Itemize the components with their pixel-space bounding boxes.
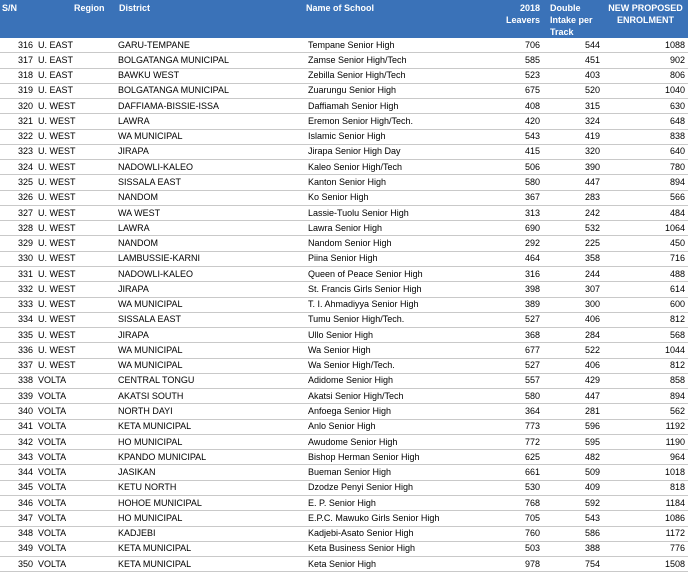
cell-district: LAMBUSSIE-KARNI (114, 251, 306, 266)
header-intake-line-3: Track (550, 27, 574, 37)
cell-leavers: 773 (492, 419, 544, 434)
cell-new-enrolment: 1088 (604, 38, 688, 53)
cell-sn: 327 (0, 205, 36, 220)
cell-sn: 316 (0, 38, 36, 53)
cell-sn: 328 (0, 221, 36, 236)
cell-region: VOLTA (36, 419, 114, 434)
cell-intake: 409 (544, 480, 604, 495)
cell-intake: 544 (544, 38, 604, 53)
cell-intake: 324 (544, 114, 604, 129)
cell-sn: 331 (0, 266, 36, 281)
cell-sn: 326 (0, 190, 36, 205)
cell-district: DAFFIAMA-BISSIE-ISSA (114, 99, 306, 114)
cell-district: WA WEST (114, 205, 306, 220)
cell-region: U. EAST (36, 83, 114, 98)
cell-intake: 509 (544, 465, 604, 480)
cell-intake: 307 (544, 282, 604, 297)
table-row (0, 434, 688, 449)
cell-sn: 348 (0, 526, 36, 541)
table-row (0, 175, 688, 190)
cell-leavers: 398 (492, 282, 544, 297)
cell-sn: 338 (0, 373, 36, 388)
header-new-enrolment-line-2: ENROLMENT (617, 15, 674, 25)
cell-district: SISSALA EAST (114, 312, 306, 327)
cell-intake: 447 (544, 175, 604, 190)
header-new-enrolment-line-1: NEW PROPOSED (608, 3, 683, 13)
table-row (0, 343, 688, 358)
table-row (0, 190, 688, 205)
cell-leavers: 690 (492, 221, 544, 236)
cell-district: JIRAPA (114, 144, 306, 159)
table-row (0, 419, 688, 434)
cell-intake: 390 (544, 160, 604, 175)
cell-intake: 522 (544, 343, 604, 358)
cell-sn: 340 (0, 404, 36, 419)
table-row (0, 251, 688, 266)
cell-new-enrolment: 600 (604, 297, 688, 312)
cell-intake: 419 (544, 129, 604, 144)
cell-new-enrolment: 838 (604, 129, 688, 144)
cell-region: U. WEST (36, 160, 114, 175)
cell-sn: 329 (0, 236, 36, 251)
table-row (0, 160, 688, 175)
cell-school: Zamse Senior High/Tech (306, 53, 492, 68)
cell-intake: 320 (544, 144, 604, 159)
cell-leavers: 420 (492, 114, 544, 129)
cell-district: NANDOM (114, 190, 306, 205)
table-row (0, 99, 688, 114)
header-school: Name of School (306, 0, 492, 38)
table-row (0, 83, 688, 98)
table-header (0, 0, 688, 38)
cell-new-enrolment: 818 (604, 480, 688, 495)
cell-school: Islamic Senior High (306, 129, 492, 144)
cell-district: WA MUNICIPAL (114, 129, 306, 144)
cell-district: KETU NORTH (114, 480, 306, 495)
cell-new-enrolment: 806 (604, 68, 688, 83)
cell-school: St. Francis Girls Senior High (306, 282, 492, 297)
cell-region: U. WEST (36, 205, 114, 220)
cell-leavers: 368 (492, 328, 544, 343)
cell-intake: 403 (544, 68, 604, 83)
cell-leavers: 625 (492, 450, 544, 465)
cell-new-enrolment: 566 (604, 190, 688, 205)
cell-new-enrolment: 640 (604, 144, 688, 159)
cell-intake: 596 (544, 419, 604, 434)
cell-district: CENTRAL TONGU (114, 373, 306, 388)
header-leavers-line-2: Leavers (505, 15, 540, 25)
cell-sn: 335 (0, 328, 36, 343)
cell-leavers: 523 (492, 68, 544, 83)
table-row (0, 282, 688, 297)
header-district: District (114, 0, 306, 38)
table-row (0, 480, 688, 495)
cell-school: E.P.C. Mawuko Girls Senior High (306, 511, 492, 526)
cell-school: T. I. Ahmadiyya Senior High (306, 297, 492, 312)
cell-district: BAWKU WEST (114, 68, 306, 83)
cell-leavers: 527 (492, 312, 544, 327)
cell-school: Wa Senior High (306, 343, 492, 358)
cell-sn: 333 (0, 297, 36, 312)
cell-leavers: 503 (492, 541, 544, 556)
cell-new-enrolment: 1086 (604, 511, 688, 526)
cell-intake: 244 (544, 266, 604, 281)
cell-region: U. WEST (36, 221, 114, 236)
cell-sn: 342 (0, 434, 36, 449)
cell-school: Queen of Peace Senior High (306, 266, 492, 281)
cell-sn: 323 (0, 144, 36, 159)
cell-leavers: 978 (492, 557, 544, 572)
cell-leavers: 527 (492, 358, 544, 373)
table-row (0, 404, 688, 419)
cell-new-enrolment: 1184 (604, 495, 688, 510)
header-row (0, 0, 688, 38)
cell-intake: 281 (544, 404, 604, 419)
cell-school: Adidome Senior High (306, 373, 492, 388)
cell-region: VOLTA (36, 541, 114, 556)
cell-region: U. EAST (36, 53, 114, 68)
header-sn: S/N (0, 0, 36, 38)
cell-intake: 482 (544, 450, 604, 465)
cell-intake: 358 (544, 251, 604, 266)
cell-region: U. WEST (36, 236, 114, 251)
cell-intake: 406 (544, 358, 604, 373)
cell-leavers: 677 (492, 343, 544, 358)
table-row (0, 129, 688, 144)
cell-district: BOLGATANGA MUNICIPAL (114, 83, 306, 98)
cell-new-enrolment: 630 (604, 99, 688, 114)
cell-school: E. P. Senior High (306, 495, 492, 510)
cell-new-enrolment: 1064 (604, 221, 688, 236)
cell-district: HO MUNICIPAL (114, 511, 306, 526)
cell-district: GARU-TEMPANE (114, 38, 306, 53)
cell-leavers: 661 (492, 465, 544, 480)
cell-region: U. EAST (36, 68, 114, 83)
table-row (0, 389, 688, 404)
cell-school: Lassie-Tuolu Senior High (306, 205, 492, 220)
cell-new-enrolment: 1044 (604, 343, 688, 358)
cell-region: VOLTA (36, 404, 114, 419)
table-row (0, 114, 688, 129)
cell-intake: 242 (544, 205, 604, 220)
table-body (0, 38, 688, 572)
cell-region: VOLTA (36, 511, 114, 526)
cell-district: JIRAPA (114, 282, 306, 297)
cell-intake: 754 (544, 557, 604, 572)
cell-new-enrolment: 1172 (604, 526, 688, 541)
header-leavers-line-1: 2018 (519, 3, 540, 13)
cell-school: Wa Senior High/Tech. (306, 358, 492, 373)
cell-sn: 343 (0, 450, 36, 465)
cell-leavers: 389 (492, 297, 544, 312)
cell-intake: 315 (544, 99, 604, 114)
cell-new-enrolment: 1192 (604, 419, 688, 434)
cell-intake: 586 (544, 526, 604, 541)
cell-region: U. WEST (36, 328, 114, 343)
cell-sn: 347 (0, 511, 36, 526)
table-row (0, 495, 688, 510)
cell-school: Akatsi Senior High/Tech (306, 389, 492, 404)
cell-school: Zuarungu Senior High (306, 83, 492, 98)
cell-intake: 595 (544, 434, 604, 449)
cell-region: U. WEST (36, 312, 114, 327)
cell-district: NADOWLI-KALEO (114, 266, 306, 281)
cell-intake: 284 (544, 328, 604, 343)
cell-leavers: 408 (492, 99, 544, 114)
cell-region: VOLTA (36, 450, 114, 465)
cell-region: VOLTA (36, 495, 114, 510)
cell-region: VOLTA (36, 465, 114, 480)
cell-leavers: 316 (492, 266, 544, 281)
cell-new-enrolment: 858 (604, 373, 688, 388)
cell-region: U. WEST (36, 175, 114, 190)
cell-new-enrolment: 716 (604, 251, 688, 266)
cell-sn: 319 (0, 83, 36, 98)
cell-sn: 336 (0, 343, 36, 358)
cell-region: VOLTA (36, 480, 114, 495)
cell-district: HO MUNICIPAL (114, 434, 306, 449)
cell-region: VOLTA (36, 389, 114, 404)
cell-school: Ko Senior High (306, 190, 492, 205)
cell-school: Eremon Senior High/Tech. (306, 114, 492, 129)
cell-intake: 447 (544, 389, 604, 404)
cell-district: WA MUNICIPAL (114, 343, 306, 358)
cell-leavers: 705 (492, 511, 544, 526)
cell-region: U. WEST (36, 343, 114, 358)
cell-school: Nandom Senior High (306, 236, 492, 251)
cell-new-enrolment: 450 (604, 236, 688, 251)
cell-leavers: 530 (492, 480, 544, 495)
cell-district: HOHOE MUNICIPAL (114, 495, 306, 510)
cell-district: KPANDO MUNICIPAL (114, 450, 306, 465)
cell-district: KETA MUNICIPAL (114, 541, 306, 556)
cell-region: VOLTA (36, 434, 114, 449)
cell-district: WA MUNICIPAL (114, 297, 306, 312)
cell-sn: 330 (0, 251, 36, 266)
table-row (0, 236, 688, 251)
header-intake-line-1: Double (550, 3, 581, 13)
cell-new-enrolment: 1018 (604, 465, 688, 480)
cell-leavers: 415 (492, 144, 544, 159)
cell-new-enrolment: 780 (604, 160, 688, 175)
cell-sn: 320 (0, 99, 36, 114)
cell-district: SISSALA EAST (114, 175, 306, 190)
cell-school: Ullo Senior High (306, 328, 492, 343)
cell-school: Daffiamah Senior High (306, 99, 492, 114)
cell-leavers: 768 (492, 495, 544, 510)
cell-district: JASIKAN (114, 465, 306, 480)
cell-school: Keta Business Senior High (306, 541, 492, 556)
cell-district: JIRAPA (114, 328, 306, 343)
cell-new-enrolment: 812 (604, 312, 688, 327)
cell-new-enrolment: 1190 (604, 434, 688, 449)
table-row (0, 53, 688, 68)
table-row (0, 465, 688, 480)
cell-sn: 325 (0, 175, 36, 190)
cell-district: WA MUNICIPAL (114, 358, 306, 373)
cell-new-enrolment: 568 (604, 328, 688, 343)
cell-new-enrolment: 776 (604, 541, 688, 556)
cell-sn: 332 (0, 282, 36, 297)
cell-district: KETA MUNICIPAL (114, 557, 306, 572)
cell-district: NORTH DAYI (114, 404, 306, 419)
table-row (0, 557, 688, 572)
table-row (0, 373, 688, 388)
cell-district: KETA MUNICIPAL (114, 419, 306, 434)
cell-sn: 321 (0, 114, 36, 129)
cell-district: BOLGATANGA MUNICIPAL (114, 53, 306, 68)
cell-district: KADJEBI (114, 526, 306, 541)
cell-sn: 334 (0, 312, 36, 327)
cell-region: U. WEST (36, 129, 114, 144)
cell-new-enrolment: 1040 (604, 83, 688, 98)
table-row (0, 297, 688, 312)
header-region: Region (36, 0, 114, 38)
cell-region: U. WEST (36, 251, 114, 266)
cell-leavers: 364 (492, 404, 544, 419)
table-row (0, 526, 688, 541)
cell-district: NADOWLI-KALEO (114, 160, 306, 175)
cell-region: VOLTA (36, 373, 114, 388)
cell-region: U. WEST (36, 144, 114, 159)
cell-region: U. WEST (36, 190, 114, 205)
cell-intake: 300 (544, 297, 604, 312)
table-row (0, 68, 688, 83)
cell-school: Anlo Senior High (306, 419, 492, 434)
cell-sn: 346 (0, 495, 36, 510)
header-intake-line-2: Intake per (550, 15, 593, 25)
cell-new-enrolment: 648 (604, 114, 688, 129)
cell-leavers: 464 (492, 251, 544, 266)
table-row (0, 221, 688, 236)
cell-leavers: 367 (492, 190, 544, 205)
cell-intake: 543 (544, 511, 604, 526)
cell-intake: 520 (544, 83, 604, 98)
cell-new-enrolment: 964 (604, 450, 688, 465)
table-row (0, 144, 688, 159)
cell-intake: 388 (544, 541, 604, 556)
cell-intake: 225 (544, 236, 604, 251)
cell-region: U. WEST (36, 297, 114, 312)
cell-leavers: 706 (492, 38, 544, 53)
cell-district: LAWRA (114, 114, 306, 129)
cell-leavers: 760 (492, 526, 544, 541)
table-row (0, 312, 688, 327)
cell-region: U. WEST (36, 358, 114, 373)
cell-region: U. WEST (36, 99, 114, 114)
cell-sn: 324 (0, 160, 36, 175)
cell-school: Anfoega Senior High (306, 404, 492, 419)
cell-sn: 345 (0, 480, 36, 495)
cell-leavers: 675 (492, 83, 544, 98)
cell-new-enrolment: 894 (604, 175, 688, 190)
cell-sn: 339 (0, 389, 36, 404)
cell-region: U. WEST (36, 266, 114, 281)
cell-sn: 341 (0, 419, 36, 434)
cell-sn: 322 (0, 129, 36, 144)
table-row (0, 205, 688, 220)
cell-new-enrolment: 562 (604, 404, 688, 419)
cell-intake: 592 (544, 495, 604, 510)
cell-sn: 337 (0, 358, 36, 373)
table-row (0, 358, 688, 373)
cell-sn: 349 (0, 541, 36, 556)
cell-new-enrolment: 812 (604, 358, 688, 373)
header-leavers (492, 0, 544, 38)
cell-intake: 406 (544, 312, 604, 327)
cell-sn: 318 (0, 68, 36, 83)
header-new-enrolment (604, 0, 688, 38)
cell-new-enrolment: 1508 (604, 557, 688, 572)
cell-new-enrolment: 488 (604, 266, 688, 281)
cell-leavers: 580 (492, 175, 544, 190)
cell-sn: 317 (0, 53, 36, 68)
cell-sn: 344 (0, 465, 36, 480)
cell-district: AKATSI SOUTH (114, 389, 306, 404)
cell-region: VOLTA (36, 526, 114, 541)
table-row (0, 328, 688, 343)
cell-school: Kadjebi-Asato Senior High (306, 526, 492, 541)
cell-school: Zebilla Senior High/Tech (306, 68, 492, 83)
cell-school: Bueman Senior High (306, 465, 492, 480)
cell-intake: 429 (544, 373, 604, 388)
cell-sn: 350 (0, 557, 36, 572)
cell-intake: 283 (544, 190, 604, 205)
cell-new-enrolment: 902 (604, 53, 688, 68)
cell-school: Piina Senior High (306, 251, 492, 266)
cell-new-enrolment: 484 (604, 205, 688, 220)
cell-school: Jirapa Senior High Day (306, 144, 492, 159)
cell-intake: 532 (544, 221, 604, 236)
cell-school: Kaleo Senior High/Tech (306, 160, 492, 175)
cell-leavers: 313 (492, 205, 544, 220)
cell-region: U. WEST (36, 282, 114, 297)
table-row (0, 38, 688, 53)
cell-district: NANDOM (114, 236, 306, 251)
cell-leavers: 543 (492, 129, 544, 144)
cell-school: Lawra Senior High (306, 221, 492, 236)
cell-leavers: 580 (492, 389, 544, 404)
cell-district: LAWRA (114, 221, 306, 236)
cell-new-enrolment: 894 (604, 389, 688, 404)
table-row (0, 266, 688, 281)
cell-school: Tumu Senior High/Tech. (306, 312, 492, 327)
cell-leavers: 772 (492, 434, 544, 449)
cell-region: VOLTA (36, 557, 114, 572)
cell-region: U. WEST (36, 114, 114, 129)
cell-school: Keta Senior High (306, 557, 492, 572)
cell-leavers: 557 (492, 373, 544, 388)
table-row (0, 450, 688, 465)
cell-leavers: 585 (492, 53, 544, 68)
cell-school: Tempane Senior High (306, 38, 492, 53)
cell-school: Awudome Senior High (306, 434, 492, 449)
cell-leavers: 506 (492, 160, 544, 175)
cell-region: U. EAST (36, 38, 114, 53)
cell-intake: 451 (544, 53, 604, 68)
header-intake (544, 0, 604, 38)
cell-school: Bishop Herman Senior High (306, 450, 492, 465)
cell-school: Kanton Senior High (306, 175, 492, 190)
table-row (0, 511, 688, 526)
cell-leavers: 292 (492, 236, 544, 251)
cell-school: Dzodze Penyi Senior High (306, 480, 492, 495)
cell-new-enrolment: 614 (604, 282, 688, 297)
